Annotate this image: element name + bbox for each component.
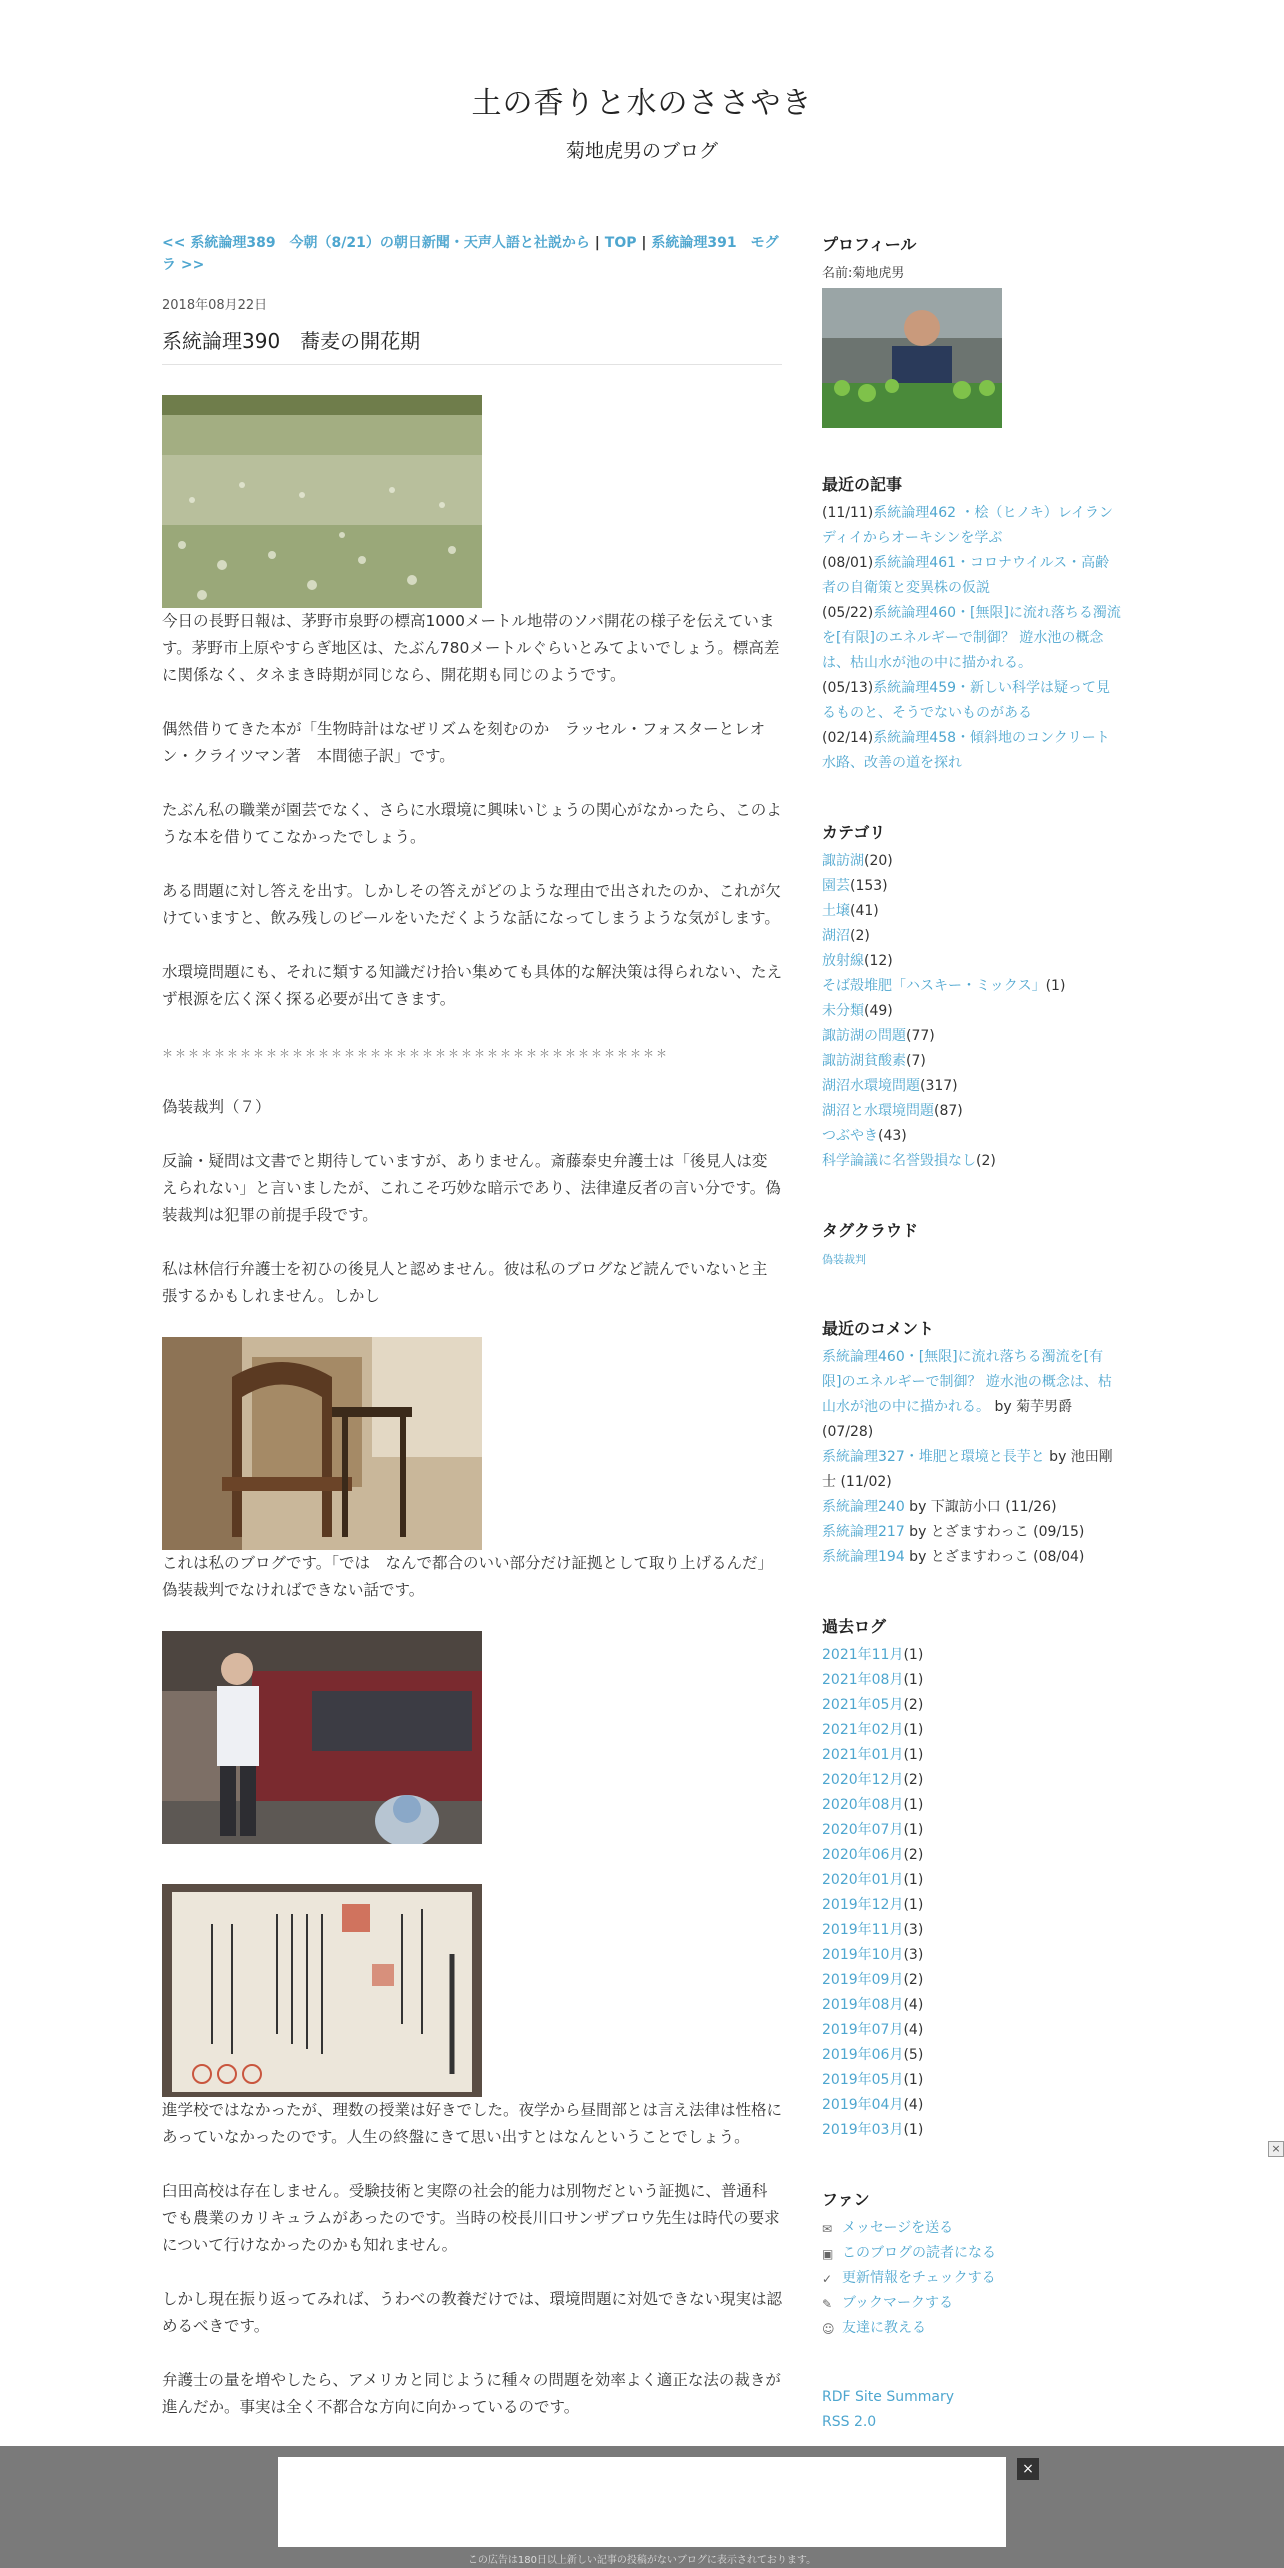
archive-link[interactable]: 2019年10月 [822, 1947, 904, 1963]
archive-link[interactable]: 2019年08月 [822, 1997, 904, 2013]
archive-item [822, 1693, 1122, 1718]
archive-section [822, 1614, 1122, 2143]
archive-item [822, 1993, 1122, 2018]
recent-comments-section [822, 1316, 1122, 1570]
archive-link[interactable]: 2019年09月 [822, 1972, 904, 1988]
edge-close-icon[interactable]: × [1268, 2141, 1284, 2157]
archive-count: (1) [903, 1797, 924, 1813]
become-reader-link[interactable]: このブログの読者になる [842, 2245, 996, 2261]
post-paragraph: 今日の長野日報は、茅野市泉野の標高1000メートル地帯のソバ開花の様子を伝えています。茅野市上原やすらぎ地区は、たぶん780メートルぐらいとみてよいでしょう。標高差に関係なく、タネまき時期が同じなら、開花期も同じのようです。 [162, 612, 780, 684]
prev-post-link[interactable]: << 系統論理389 今朝（8/21）の朝日新聞・天声人語と社説から [162, 235, 590, 251]
recent-post-item [822, 676, 1122, 726]
archive-link[interactable]: 2019年03月 [822, 2122, 904, 2138]
categories-section [822, 820, 1122, 1174]
archive-item [822, 1843, 1122, 1868]
buckwheat-field-photo [162, 395, 482, 608]
recent-comments-heading: 最近のコメント [822, 1319, 935, 1338]
archive-item [822, 1918, 1122, 1943]
chair-photo [162, 1337, 482, 1550]
archive-item [822, 1668, 1122, 1693]
archive-link[interactable]: 2020年07月 [822, 1822, 904, 1838]
post-paragraph: しかし現在振り返ってみれば、うわべの教養だけでは、環境問題に対処できない現実は認めるべきです。 [162, 2290, 783, 2335]
archive-item [822, 1643, 1122, 1668]
rss-link[interactable]: RSS 2.0 [822, 2414, 877, 2430]
category-link[interactable]: 土壌 [822, 903, 850, 919]
recent-post-item [822, 551, 1122, 601]
archive-item [822, 1793, 1122, 1818]
post-paragraph: 偶然借りてきた本が「生物時計はなぜリズムを刻むのか ラッセル・フォスターとレオン・クライツマン著 本間徳子訳」です。 [162, 720, 766, 765]
ad-close-button[interactable]: × [1017, 2458, 1039, 2480]
archive-count: (2) [903, 1697, 924, 1713]
archive-count: (2) [903, 1772, 924, 1788]
archive-count: (3) [903, 1922, 924, 1938]
category-link[interactable]: つぶやき [822, 1128, 878, 1144]
post-date: 2018年08月22日 [162, 298, 268, 313]
archive-count: (1) [903, 1647, 924, 1663]
category-count: (20) [864, 853, 893, 869]
category-link[interactable]: そば殻堆肥「ハスキー・ミックス」 [822, 978, 1046, 994]
archive-item [822, 1893, 1122, 1918]
mail-icon: ✉ [822, 2221, 833, 2236]
archive-item [822, 1818, 1122, 1843]
category-item [822, 924, 1122, 949]
tell-friend-link[interactable]: 友達に教える [842, 2320, 926, 2336]
archive-link[interactable]: 2019年05月 [822, 2072, 904, 2088]
certificate-photo [162, 1884, 482, 2097]
fan-item [822, 2216, 1122, 2241]
archive-item [822, 1868, 1122, 1893]
send-message-link[interactable]: メッセージを送る [842, 2220, 954, 2236]
profile-photo [822, 288, 1002, 428]
archive-count: (2) [903, 1847, 924, 1863]
post-paragraph: たぶん私の職業が園芸でなく、さらに水環境に興味いじょうの関心がなかったら、このような本を借りてこなかったでしょう。 [162, 801, 782, 846]
chair-photo-caption: これは私のブログです。「では なんで都合のいい部分だけ証拠として取り上げるんだ」偽装裁判でなければできない話です。 [162, 1554, 774, 1599]
archive-count: (1) [903, 1747, 924, 1763]
recent-post-link[interactable]: 系統論理460・[無限]に流れ落ちる濁流を[有限]のエネルギーで制御？ 遊水池の概念は、枯山水が池の中に描かれる。 [822, 605, 1121, 671]
site-title[interactable]: 土の香りと水のささやき [471, 86, 813, 121]
archive-count: (1) [903, 1897, 924, 1913]
archive-item [822, 1718, 1122, 1743]
archive-link[interactable]: 2019年04月 [822, 2097, 904, 2113]
bookmark-icon: ✎ [822, 2296, 833, 2311]
category-count: (12) [864, 953, 893, 969]
recent-post-link[interactable]: 系統論理461・コロナウイルス・高齢者の自衛策と変異株の仮説 [822, 555, 1110, 596]
comment-item [822, 1545, 1122, 1570]
category-link[interactable]: 諏訪湖 [822, 853, 864, 869]
post-paragraph: 臼田高校は存在しません。受験技術と実際の社会的能力は別物だという証拠に、普通科でも農業のカリキュラムがあったのです。当時の校長川口サンザブロウ先生は時代の要求について行けなかったのかも知れません。 [162, 2182, 780, 2254]
fan-item [822, 2291, 1122, 2316]
recent-post-link[interactable]: 系統論理458・傾斜地のコンクリート水路、改善の道を探れ [822, 730, 1110, 771]
post-paragraph: 私は林信行弁護士を初ひの後見人と認めません。彼は私のブログなど読んでいないと主張するかもしれません。しかし [162, 1260, 768, 1305]
archive-count: (3) [903, 1947, 924, 1963]
category-count: (41) [850, 903, 879, 919]
archive-link[interactable]: 2020年08月 [822, 1797, 904, 1813]
fan-item [822, 2241, 1122, 2266]
comment-item [822, 1345, 1122, 1445]
tag-link[interactable]: 偽装裁判 [822, 1253, 866, 1266]
top-link[interactable]: TOP [604, 235, 637, 251]
archive-link[interactable]: 2019年11月 [822, 1922, 904, 1938]
feeds-section [822, 2385, 1122, 2435]
comment-author: by とざますわっこ (09/15) [904, 1524, 1085, 1540]
recent-posts-heading: 最近の記事 [822, 475, 903, 494]
archive-item [822, 1768, 1122, 1793]
comment-post-link[interactable]: 系統論理240 [822, 1499, 905, 1515]
archive-count: (5) [903, 2047, 924, 2063]
share-icon: ☺ [822, 2321, 835, 2336]
archive-item [822, 1968, 1122, 1993]
archive-count: (4) [903, 2097, 924, 2113]
archive-item [822, 2018, 1122, 2043]
category-count: (2) [976, 1153, 996, 1169]
category-count: (153) [850, 878, 888, 894]
category-item [822, 1049, 1122, 1074]
post-paragraph: 進学校ではなかったが、理数の授業は好きでした。夜学から昼間部とは言え法律は性格にあっていなかったのです。人生の終盤にきて思い出すとはなんということでしょう。 [162, 2101, 783, 2146]
post-body [162, 395, 782, 2475]
comment-post-link[interactable]: 系統論理460・[無限]に流れ落ちる濁流を[有限]のエネルギーで制御？ 遊水池の概念は、枯山水が池の中に描かれる。 [822, 1349, 1112, 1415]
post-navigation [162, 232, 782, 276]
archive-count: (1) [903, 1722, 924, 1738]
recent-post-date: (05/22) [822, 605, 874, 621]
recent-post-date: (02/14) [822, 730, 874, 746]
post-title: 系統論理390 蕎麦の開花期 [162, 325, 782, 365]
archive-link[interactable]: 2019年07月 [822, 2022, 904, 2038]
comment-item [822, 1445, 1122, 1495]
category-item [822, 1124, 1122, 1149]
archive-count: (2) [903, 1972, 924, 1988]
archive-item [822, 2118, 1122, 2143]
archive-link[interactable]: 2021年08月 [822, 1672, 904, 1688]
comment-item [822, 1495, 1122, 1520]
site-header [0, 78, 1284, 163]
category-count: (317) [920, 1078, 958, 1094]
recent-post-date: (05/13) [822, 680, 874, 696]
comment-post-link[interactable]: 系統論理217 [822, 1524, 905, 1540]
category-item [822, 999, 1122, 1024]
category-count: (2) [850, 928, 870, 944]
comment-author: by 菊芋男爵 (07/28) [822, 1399, 1073, 1440]
comment-author: by 池田剛士 (11/02) [822, 1449, 1113, 1490]
post-paragraph: 弁護士の量を増やしたら、アメリカと同じように種々の問題を効率よく適正な法の裁きが進んだか。事実は全く不都合な方向に向かっているのです。 [162, 2371, 781, 2416]
post-paragraph: ある問題に対し答えを出す。しかしその答えがどのような理由で出されたのか、これが欠けていますと、飲み残しのビールをいただくような話になってしまうような気がします。 [162, 882, 781, 927]
recent-post-item [822, 601, 1122, 676]
archive-count: (1) [903, 1672, 924, 1688]
site-subtitle: 菊地虎男のブログ [565, 140, 718, 162]
profile-section [822, 232, 1122, 428]
nav-separator: | [636, 235, 652, 251]
category-link[interactable]: 諏訪湖の問題 [822, 1028, 906, 1044]
main-column [162, 232, 782, 2502]
recent-post-link[interactable]: 系統論理462 ・桧（ヒノキ）レイランディイからオーキシンを学ぶ [822, 505, 1114, 546]
archive-item [822, 2068, 1122, 2093]
recent-post-link[interactable]: 系統論理459・新しい科学は疑って見るものと、そうでないものがある [822, 680, 1111, 721]
ad-box[interactable] [278, 2457, 1006, 2547]
archive-item [822, 1943, 1122, 1968]
archive-heading: 過去ログ [822, 1617, 887, 1636]
category-count: (49) [864, 1003, 893, 1019]
check-updates-link[interactable]: 更新情報をチェックする [842, 2270, 996, 2286]
category-count: (7) [906, 1053, 926, 1069]
spacer [162, 1844, 782, 1884]
archive-link[interactable]: 2020年01月 [822, 1872, 904, 1888]
section-heading: 偽装裁判（７） [162, 1098, 271, 1116]
next-post-link[interactable]: 系統論理391 モグラ >> [162, 235, 779, 273]
category-item [822, 1074, 1122, 1099]
man-with-camera-photo [162, 1631, 482, 1844]
sidebar [822, 232, 1122, 2435]
archive-link[interactable]: 2020年06月 [822, 1847, 904, 1863]
recent-post-item [822, 726, 1122, 776]
category-count: (87) [934, 1103, 963, 1119]
category-item [822, 874, 1122, 899]
archive-link[interactable]: 2019年12月 [822, 1897, 904, 1913]
category-item [822, 1024, 1122, 1049]
archive-link[interactable]: 2019年06月 [822, 2047, 904, 2063]
archive-item [822, 2093, 1122, 2118]
profile-heading: プロフィール [822, 235, 917, 254]
category-link[interactable]: 湖沼水環境問題 [822, 1078, 920, 1094]
comment-item [822, 1520, 1122, 1545]
category-link[interactable]: 湖沼 [822, 928, 850, 944]
archive-item [822, 2043, 1122, 2068]
category-item [822, 849, 1122, 874]
category-item [822, 974, 1122, 999]
category-link[interactable]: 諏訪湖貧酸素 [822, 1053, 906, 1069]
tagcloud-section [822, 1218, 1122, 1272]
archive-count: (1) [903, 2122, 924, 2138]
category-link[interactable]: 園芸 [822, 878, 850, 894]
category-count: (43) [878, 1128, 907, 1144]
category-link[interactable]: 湖沼と水環境問題 [822, 1103, 934, 1119]
comment-author: by 下諏訪小口 (11/26) [904, 1499, 1057, 1515]
category-item [822, 949, 1122, 974]
reader-icon: ▣ [822, 2246, 834, 2261]
category-count: (1) [1045, 978, 1066, 994]
archive-link[interactable]: 2020年12月 [822, 1772, 904, 1788]
category-link[interactable]: 科学論議に名誉毀損なし [822, 1153, 976, 1169]
comment-post-link[interactable]: 系統論理327・堆肥と環境と長芋と [822, 1449, 1045, 1465]
archive-link[interactable]: 2021年02月 [822, 1722, 904, 1738]
tagcloud-heading: タグクラウド [822, 1221, 919, 1240]
comment-post-link[interactable]: 系統論理194 [822, 1549, 905, 1565]
fan-section [822, 2187, 1122, 2341]
category-item [822, 1099, 1122, 1124]
ad-notice: この広告は180日以上新しい記事の投稿がないブログに表示されております。 [467, 2555, 817, 2566]
recent-posts-section [822, 472, 1122, 776]
archive-count: (1) [903, 2072, 924, 2088]
category-item [822, 1149, 1122, 1174]
nav-separator: | [589, 235, 605, 251]
archive-count: (1) [903, 1872, 924, 1888]
category-count: (77) [906, 1028, 935, 1044]
bookmark-link[interactable]: ブックマークする [842, 2295, 954, 2311]
archive-link[interactable]: 2021年11月 [822, 1647, 904, 1663]
fan-item [822, 2316, 1122, 2341]
archive-link[interactable]: 2021年01月 [822, 1747, 904, 1763]
post-paragraph: 水環境問題にも、それに類する知識だけ拾い集めても具体的な解決策は得られない、たえず根源を広く深く探る必要が出てきます。 [162, 963, 783, 1008]
recent-post-date: (08/01) [822, 555, 874, 571]
categories-heading: カテゴリ [822, 823, 886, 842]
recent-post-date: (11/11) [822, 505, 874, 521]
divider-asterisks: ＊＊＊＊＊＊＊＊＊＊＊＊＊＊＊＊＊＊＊＊＊＊＊＊＊＊＊＊＊＊＊＊＊＊＊＊＊＊＊ [162, 1047, 669, 1060]
archive-count: (1) [903, 1822, 924, 1838]
category-item [822, 899, 1122, 924]
archive-item [822, 1743, 1122, 1768]
category-link[interactable]: 放射線 [822, 953, 864, 969]
comment-author: by とざますわっこ (08/04) [904, 1549, 1085, 1565]
rdf-link[interactable]: RDF Site Summary [822, 2389, 954, 2405]
fan-heading: ファン [822, 2190, 870, 2209]
profile-name: 名前:菊地虎男 [822, 266, 905, 281]
category-link[interactable]: 未分類 [822, 1003, 864, 1019]
archive-link[interactable]: 2021年05月 [822, 1697, 904, 1713]
post-paragraph: 反論・疑問は文書でと期待していますが、ありません。斎藤泰史弁護士は「後見人は変えられない」と言いましたが、これこそ巧妙な暗示であり、法律違反者の言い分です。偽装裁判は犯罪の前提手段です。 [162, 1152, 781, 1224]
fan-item [822, 2266, 1122, 2291]
archive-count: (4) [903, 2022, 924, 2038]
check-icon: ✓ [822, 2271, 833, 2286]
recent-post-item [822, 501, 1122, 551]
archive-count: (4) [903, 1997, 924, 2013]
